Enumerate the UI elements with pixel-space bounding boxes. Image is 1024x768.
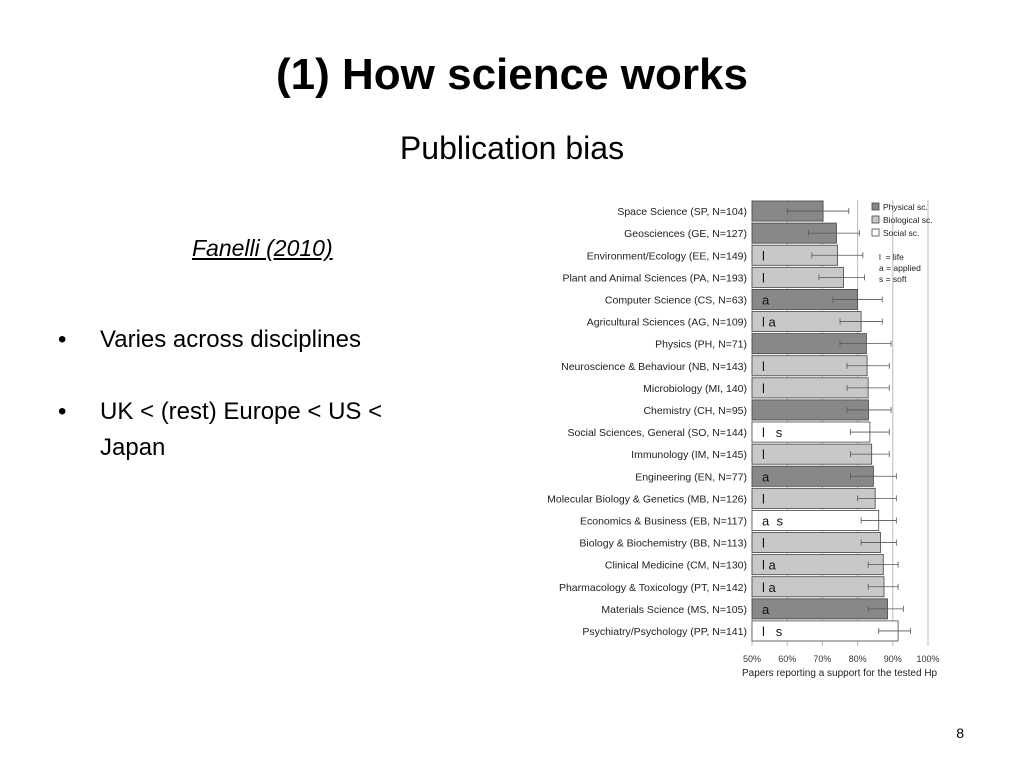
annotation-label: l s [762,623,783,639]
legend-label: Physical sc. [883,202,928,212]
slide-title: (1) How science works [276,50,748,99]
reference-citation: Fanelli (2010) [192,235,333,261]
annotation-label: a s [762,513,783,529]
category-label: Chemistry (CH, N=95) [643,404,747,417]
bullet-item [58,394,438,466]
category-label: Engineering (EN, N=77) [635,471,747,484]
legend-note: l = life [879,252,904,262]
x-tick-label: 60% [778,654,797,664]
x-tick-label: 80% [848,654,867,664]
bullet-dot-icon: • [58,398,67,425]
category-label: Molecular Biology & Genetics (MB, N=126) [547,493,747,506]
bar [752,488,875,508]
slide-subtitle: Publication bias [399,130,625,166]
category-label: Economics & Business (EB, N=117) [579,515,747,528]
annotation-label: a [762,292,770,308]
annotation-label: l a [762,314,776,330]
annotation-label: l [762,358,765,374]
category-label: Environment/Ecology (EE, N=149) [586,250,747,263]
publication-bias-chart [520,195,960,685]
bullet-text: Varies across disciplines [100,326,361,353]
legend-label: Social sc. [883,228,920,238]
category-label: Neuroscience & Behaviour (NB, N=143) [561,360,747,373]
bullet-dot-icon: • [58,326,67,353]
annotation-label: l [762,248,765,264]
page-number: 8 [956,725,964,741]
x-tick-label: 100% [916,654,940,664]
legend-swatch [872,203,879,210]
category-label: Agricultural Sciences (AG, N=109) [586,316,747,329]
bullet-list [58,322,438,502]
legend-note: a = applied [879,263,921,273]
annotation-label: l [762,270,765,286]
category-label: Materials Science (MS, N=105) [601,603,747,616]
category-label: Space Science (SP, N=104) [617,206,747,219]
annotation-label: a [762,469,770,485]
annotation-label: l [762,380,765,396]
x-tick-label: 90% [883,654,902,664]
category-label: Social Sciences, General (SO, N=144) [567,427,747,440]
category-label: Physics (PH, N=71) [655,338,747,351]
category-label: Pharmacology & Toxicology (PT, N=142) [558,581,747,594]
legend-swatch [872,229,879,236]
annotation-label: l [762,491,765,507]
bullet-text: UK < (rest) Europe < US < Japan [100,398,383,461]
x-axis-label: Papers reporting a support for the tested Hp [742,668,938,679]
category-label: Psychiatry/Psychology (PP, N=141) [582,625,747,638]
category-label: Geosciences (GE, N=127) [624,228,747,241]
bar [752,599,888,619]
annotation-label: l a [762,579,776,595]
category-label: Immunology (IM, N=145) [631,449,747,462]
category-label: Clinical Medicine (CM, N=130) [604,559,747,572]
legend-note: s = soft [879,274,907,284]
legend-label: Biological sc. [883,215,933,225]
bullet-item [58,322,438,358]
category-label: Microbiology (MI, 140) [643,382,747,395]
category-label: Plant and Animal Sciences (PA, N=193) [562,272,747,285]
category-label: Computer Science (CS, N=63) [604,294,747,307]
annotation-label: l [762,447,765,463]
x-tick-label: 50% [742,654,762,664]
annotation-label: a [762,601,770,617]
x-tick-label: 70% [813,654,832,664]
annotation-label: l a [762,557,776,573]
annotation-label: l [762,535,765,551]
category-label: Biology & Biochemistry (BB, N=113) [579,537,747,550]
legend-swatch [872,216,879,223]
annotation-label: l s [762,425,783,441]
